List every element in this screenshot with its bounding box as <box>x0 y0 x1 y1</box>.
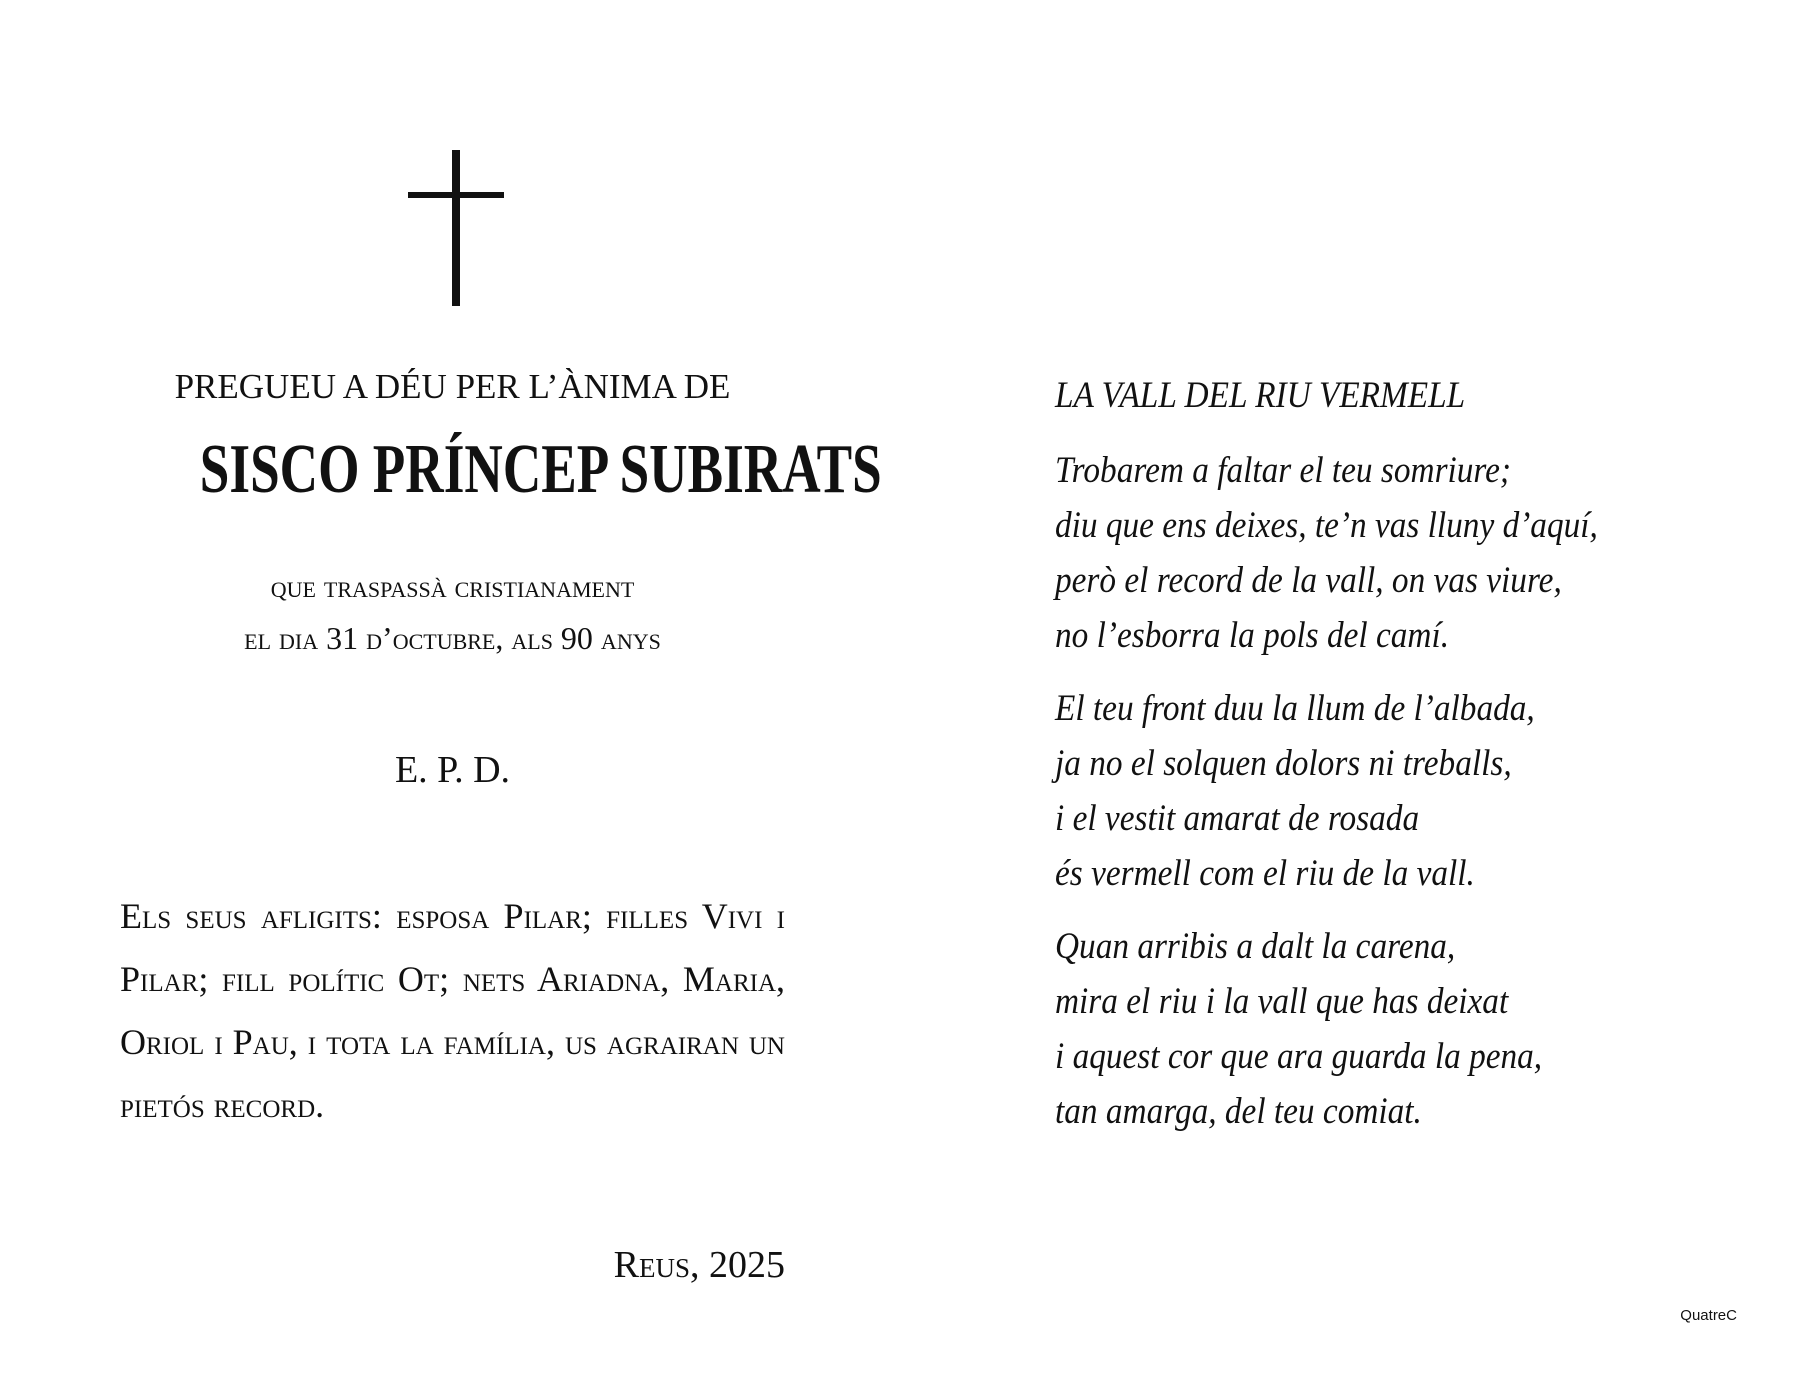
family-text: Els seus afligits: esposa Pilar; filles Vivi i Pilar; fill polític Ot; nets Ariadna, Maria, Oriol i Pau, i tota la família, us agrairan un pietós record. <box>120 896 785 1125</box>
poem-line: diu que ens deixes, te’n vas lluny d’aquí, <box>1055 505 1598 546</box>
poem-line: El teu front duu la llum de l’albada, <box>1055 688 1535 729</box>
poem-title: LA VALL DEL RIU VERMELL <box>1055 375 1466 416</box>
poem-line: però el record de la vall, on vas viure, <box>1055 560 1562 601</box>
poem-stanza <box>1055 681 1631 901</box>
death-notice-line: el dia 31 d’octubre, als 90 anys <box>244 620 661 656</box>
death-notice <box>120 560 785 664</box>
poem-line: Trobarem a faltar el teu somriure; <box>1055 450 1512 491</box>
poem-line: ja no el solquen dolors ni treballs, <box>1055 743 1512 784</box>
poem-stanza <box>1055 443 1631 663</box>
poem-line: és vermell com el riu de la vall. <box>1055 853 1475 894</box>
poem-line: mira el riu i la vall que has deixat <box>1055 981 1509 1022</box>
poem-line: i aquest cor que ara guarda la pena, <box>1055 1036 1543 1077</box>
cross-icon <box>408 150 504 306</box>
poem-line: Quan arribis a dalt la carena, <box>1055 926 1456 967</box>
poem-line: i el vestit amarat de rosada <box>1055 798 1420 839</box>
poem-stanza <box>1055 919 1631 1139</box>
death-notice-line: que traspassà cristianament <box>270 568 635 604</box>
brand-mark: QuatreC <box>1680 1307 1737 1324</box>
pray-heading: PREGUEU A DÉU PER L’ÀNIMA DE <box>174 367 731 406</box>
deceased-name: SISCO PRÍNCEP SUBIRATS <box>199 431 882 508</box>
poem <box>1055 368 1631 1157</box>
rest-in-peace: E. P. D. <box>394 749 511 791</box>
poem-line: tan amarga, del teu comiat. <box>1055 1091 1422 1132</box>
place-date: Reus, 2025 <box>613 1244 785 1286</box>
poem-line: no l’esborra la pols del camí. <box>1055 615 1450 656</box>
